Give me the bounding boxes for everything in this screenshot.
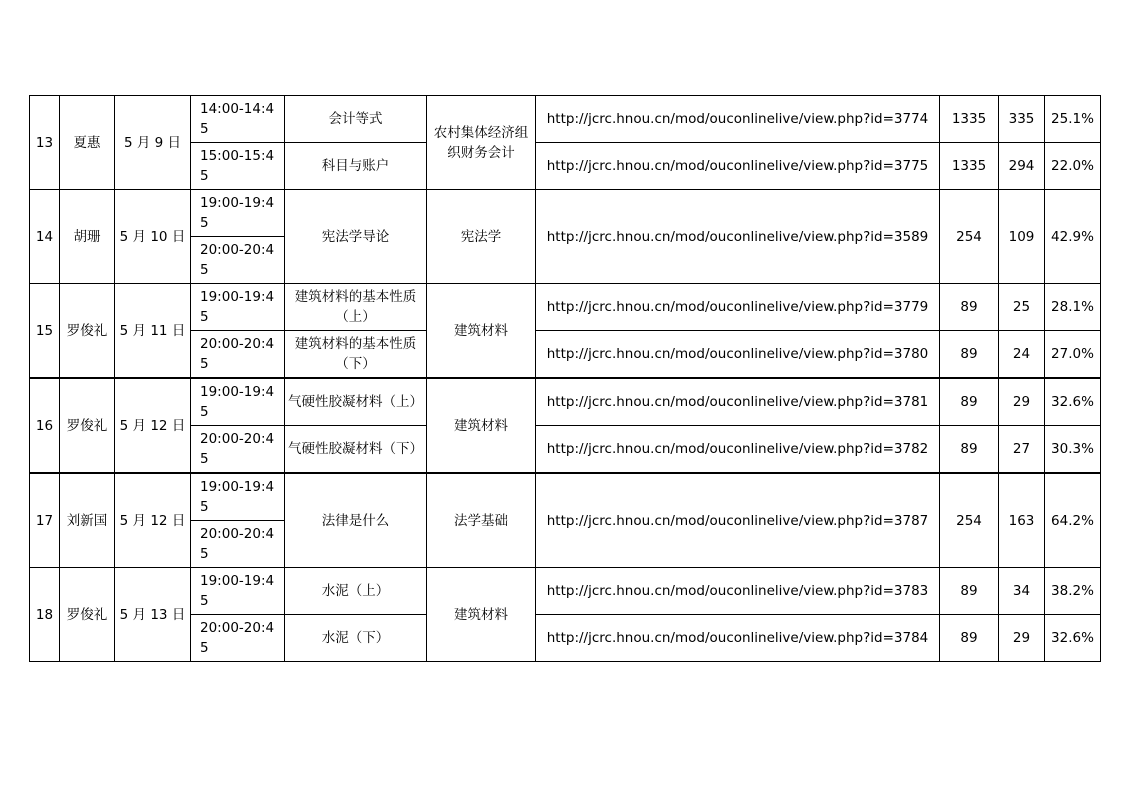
attended-count: 25 <box>999 284 1045 331</box>
course-name: 法学基础 <box>427 473 536 568</box>
lesson-topic: 建筑材料的基本性质（上） <box>285 284 427 331</box>
teacher-name: 罗俊礼 <box>60 378 115 473</box>
enrolled-count: 1335 <box>940 96 999 143</box>
table-row <box>30 615 1101 662</box>
lesson-topic: 水泥（下） <box>285 615 427 662</box>
attendance-rate: 25.1% <box>1045 96 1101 143</box>
course-name: 建筑材料 <box>427 378 536 473</box>
attendance-rate: 38.2% <box>1045 568 1101 615</box>
table-row <box>30 378 1101 426</box>
teacher-name: 罗俊礼 <box>60 284 115 379</box>
time-slot: 15:00-15:45 <box>191 143 285 190</box>
table-row <box>30 284 1101 331</box>
time-slot: 19:00-19:45 <box>191 568 285 615</box>
session-number: 17 <box>30 473 60 568</box>
teacher-name: 刘新国 <box>60 473 115 568</box>
table-row <box>30 190 1101 237</box>
enrolled-count: 89 <box>940 378 999 426</box>
session-number: 14 <box>30 190 60 284</box>
attended-count: 34 <box>999 568 1045 615</box>
attended-count: 294 <box>999 143 1045 190</box>
enrolled-count: 89 <box>940 615 999 662</box>
live-link[interactable]: http://jcrc.hnou.cn/mod/ouconlinelive/view.php?id=3784 <box>536 615 940 662</box>
session-date: 5 月 13 日 <box>115 568 191 662</box>
time-slot: 20:00-20:45 <box>191 331 285 379</box>
live-link[interactable]: http://jcrc.hnou.cn/mod/ouconlinelive/view.php?id=3779 <box>536 284 940 331</box>
lesson-topic: 科目与账户 <box>285 143 427 190</box>
table-row <box>30 426 1101 474</box>
attended-count: 109 <box>999 190 1045 284</box>
attendance-rate: 28.1% <box>1045 284 1101 331</box>
session-date: 5 月 12 日 <box>115 473 191 568</box>
attended-count: 29 <box>999 378 1045 426</box>
enrolled-count: 89 <box>940 331 999 379</box>
live-link[interactable]: http://jcrc.hnou.cn/mod/ouconlinelive/view.php?id=3774 <box>536 96 940 143</box>
teacher-name: 胡珊 <box>60 190 115 284</box>
table-row <box>30 568 1101 615</box>
lesson-topic: 气硬性胶凝材料（下） <box>285 426 427 474</box>
lesson-topic: 法律是什么 <box>285 473 427 568</box>
enrolled-count: 254 <box>940 190 999 284</box>
attendance-rate: 32.6% <box>1045 378 1101 426</box>
enrolled-count: 89 <box>940 426 999 474</box>
attendance-rate: 30.3% <box>1045 426 1101 474</box>
teacher-name: 夏惠 <box>60 96 115 190</box>
lesson-topic: 气硬性胶凝材料（上） <box>285 378 427 426</box>
time-slot: 20:00-20:45 <box>191 426 285 474</box>
attended-count: 163 <box>999 473 1045 568</box>
session-number: 16 <box>30 378 60 473</box>
time-slot: 19:00-19:45 <box>191 190 285 237</box>
live-link[interactable]: http://jcrc.hnou.cn/mod/ouconlinelive/view.php?id=3783 <box>536 568 940 615</box>
session-date: 5 月 9 日 <box>115 96 191 190</box>
live-link[interactable]: http://jcrc.hnou.cn/mod/ouconlinelive/view.php?id=3780 <box>536 331 940 379</box>
teacher-name: 罗俊礼 <box>60 568 115 662</box>
attendance-rate: 42.9% <box>1045 190 1101 284</box>
attended-count: 24 <box>999 331 1045 379</box>
course-name: 宪法学 <box>427 190 536 284</box>
attended-count: 29 <box>999 615 1045 662</box>
session-number: 18 <box>30 568 60 662</box>
time-slot: 19:00-19:45 <box>191 284 285 331</box>
enrolled-count: 1335 <box>940 143 999 190</box>
live-schedule-table <box>29 95 1101 662</box>
time-slot: 20:00-20:45 <box>191 237 285 284</box>
session-date: 5 月 11 日 <box>115 284 191 379</box>
lesson-topic: 建筑材料的基本性质（下） <box>285 331 427 379</box>
course-name: 农村集体经济组织财务会计 <box>427 96 536 190</box>
live-link[interactable]: http://jcrc.hnou.cn/mod/ouconlinelive/view.php?id=3781 <box>536 378 940 426</box>
enrolled-count: 89 <box>940 568 999 615</box>
session-number: 13 <box>30 96 60 190</box>
table-row <box>30 143 1101 190</box>
time-slot: 19:00-19:45 <box>191 378 285 426</box>
live-link[interactable]: http://jcrc.hnou.cn/mod/ouconlinelive/view.php?id=3782 <box>536 426 940 474</box>
attendance-rate: 27.0% <box>1045 331 1101 379</box>
table-row <box>30 96 1101 143</box>
enrolled-count: 254 <box>940 473 999 568</box>
enrolled-count: 89 <box>940 284 999 331</box>
live-link[interactable]: http://jcrc.hnou.cn/mod/ouconlinelive/view.php?id=3589 <box>536 190 940 284</box>
course-name: 建筑材料 <box>427 284 536 379</box>
live-link[interactable]: http://jcrc.hnou.cn/mod/ouconlinelive/view.php?id=3787 <box>536 473 940 568</box>
lesson-topic: 宪法学导论 <box>285 190 427 284</box>
time-slot: 20:00-20:45 <box>191 521 285 568</box>
attended-count: 335 <box>999 96 1045 143</box>
attended-count: 27 <box>999 426 1045 474</box>
session-date: 5 月 12 日 <box>115 378 191 473</box>
session-date: 5 月 10 日 <box>115 190 191 284</box>
live-link[interactable]: http://jcrc.hnou.cn/mod/ouconlinelive/view.php?id=3775 <box>536 143 940 190</box>
table-row <box>30 331 1101 379</box>
time-slot: 19:00-19:45 <box>191 473 285 521</box>
time-slot: 14:00-14:45 <box>191 96 285 143</box>
lesson-topic: 水泥（上） <box>285 568 427 615</box>
attendance-rate: 32.6% <box>1045 615 1101 662</box>
attendance-rate: 22.0% <box>1045 143 1101 190</box>
session-number: 15 <box>30 284 60 379</box>
time-slot: 20:00-20:45 <box>191 615 285 662</box>
table-row <box>30 473 1101 521</box>
course-name: 建筑材料 <box>427 568 536 662</box>
attendance-rate: 64.2% <box>1045 473 1101 568</box>
lesson-topic: 会计等式 <box>285 96 427 143</box>
